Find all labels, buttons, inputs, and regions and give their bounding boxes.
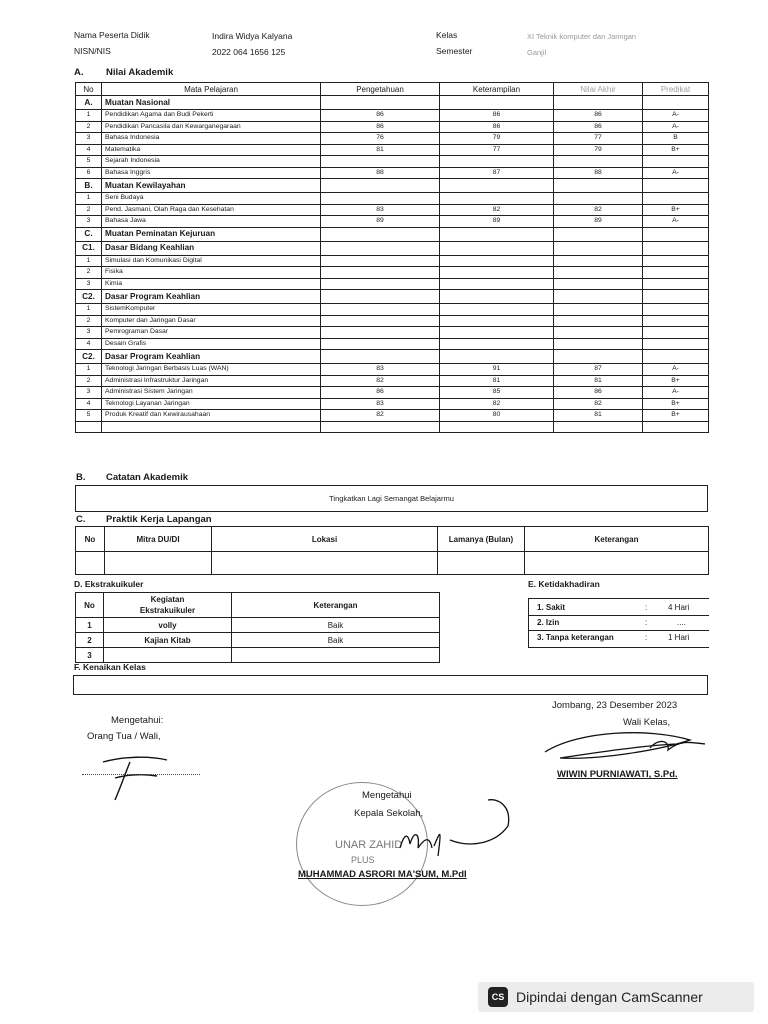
row-subject: Teknologi Layanan Jaringan [102, 398, 321, 410]
row-no: 4 [76, 338, 102, 350]
row-knowledge [321, 227, 440, 241]
extra-col-note: Keterangan [232, 593, 440, 618]
row-no: 2 [76, 315, 102, 327]
extra-no: 2 [76, 633, 104, 648]
grades-row [76, 398, 709, 410]
row-final-score [554, 96, 643, 110]
section-e-title: E. Ketidakhadiran [528, 579, 600, 589]
row-no: 6 [76, 167, 102, 179]
row-skill [440, 327, 554, 339]
row-predicate [643, 304, 709, 316]
row-subject: Kimia [102, 278, 321, 290]
row-skill [440, 241, 554, 255]
row-subject: Administrasi Infrastruktur Jaringan [102, 375, 321, 387]
row-final-score: 79 [554, 144, 643, 156]
col-final-score: Nilai Akhir [554, 83, 643, 96]
grades-row [76, 410, 709, 422]
section-b-title: Catatan Akademik [106, 472, 189, 483]
grades-group-row [76, 96, 709, 110]
parent-label-2: Orang Tua / Wali, [87, 731, 161, 742]
homeroom-signature-icon [540, 720, 710, 770]
col-skill: Keterampilan [440, 83, 554, 96]
row-final-score: 88 [554, 167, 643, 179]
row-subject: Dasar Program Keahlian [102, 290, 321, 304]
internship-header-row [76, 527, 709, 552]
row-no: 1 [76, 193, 102, 205]
academic-note-box [75, 485, 708, 512]
row-final-score [554, 315, 643, 327]
row-no: 2 [76, 121, 102, 133]
row-no: C2. [76, 290, 102, 304]
attendance-value: 1 Hari [668, 633, 690, 642]
row-subject: Administrasi Sistem Jaringan [102, 387, 321, 399]
row-subject: Pemrograman Dasar [102, 327, 321, 339]
row-skill: 91 [440, 364, 554, 376]
internship-col-note: Keterangan [525, 527, 709, 552]
row-predicate [643, 278, 709, 290]
row-no: 1 [76, 364, 102, 376]
row-no: 3 [76, 216, 102, 228]
camscanner-logo-icon: CS [488, 987, 508, 1007]
row-predicate: A- [643, 216, 709, 228]
row-final-score: 77 [554, 133, 643, 145]
grades-row [76, 121, 709, 133]
row-knowledge: 83 [321, 204, 440, 216]
row-final-score: 81 [554, 410, 643, 422]
row-predicate: A- [643, 167, 709, 179]
row-skill [440, 193, 554, 205]
extra-col-activity-line2: Ekstrakuikuler [139, 606, 196, 615]
extracurricular-row [76, 633, 440, 648]
semester-label: Semester [436, 46, 473, 56]
row-skill [440, 278, 554, 290]
extracurricular-table [75, 592, 440, 663]
section-c-letter: C. [76, 514, 86, 525]
internship-cell [525, 552, 709, 575]
row-subject: Sejarah Indonesia [102, 156, 321, 168]
section-a-title: Nilai Akademik [106, 67, 174, 78]
extra-activity: volly [104, 618, 232, 633]
col-predicate: Predikat [643, 83, 709, 96]
row-skill: 87 [440, 167, 554, 179]
row-skill [440, 96, 554, 110]
grades-row [76, 375, 709, 387]
extra-no: 3 [76, 648, 104, 663]
parent-label-1: Mengetahui: [111, 715, 164, 726]
class-label: Kelas [436, 30, 458, 40]
row-predicate: B [643, 133, 709, 145]
row-no: 3 [76, 133, 102, 145]
row-final-score [554, 421, 643, 433]
row-skill [440, 338, 554, 350]
row-subject: Muatan Kewilayahan [102, 179, 321, 193]
row-final-score [554, 338, 643, 350]
name-label: Nama Peserta Didik [74, 30, 150, 40]
row-subject [102, 421, 321, 433]
row-knowledge [321, 327, 440, 339]
row-skill: 89 [440, 216, 554, 228]
row-predicate [643, 156, 709, 168]
grades-row [76, 133, 709, 145]
row-predicate [643, 193, 709, 205]
row-knowledge [321, 290, 440, 304]
col-no: No [76, 83, 102, 96]
grades-header-row [76, 83, 709, 96]
row-predicate: B+ [643, 410, 709, 422]
row-predicate [643, 327, 709, 339]
extra-note: Baik [232, 633, 440, 648]
row-predicate [643, 179, 709, 193]
row-subject: Pendidikan Pancasila dan Kewarganegaraan [102, 121, 321, 133]
row-subject: Teknologi Jaringan Berbasis Luas (WAN) [102, 364, 321, 376]
attendance-value: 4 Hari [668, 603, 690, 612]
row-subject: Pendidikan Agama dan Budi Pekerti [102, 110, 321, 122]
row-subject: Dasar Bidang Keahlian [102, 241, 321, 255]
row-final-score: 89 [554, 216, 643, 228]
row-predicate: A- [643, 387, 709, 399]
grades-row [76, 144, 709, 156]
row-final-score: 86 [554, 110, 643, 122]
grades-row [76, 315, 709, 327]
section-c-title: Praktik Kerja Lapangan [106, 514, 212, 525]
row-predicate [643, 315, 709, 327]
extracurricular-row [76, 618, 440, 633]
section-a-letter: A. [74, 67, 84, 78]
grades-group-row [76, 290, 709, 304]
row-predicate [643, 338, 709, 350]
row-skill [440, 267, 554, 279]
row-predicate: B+ [643, 398, 709, 410]
row-skill [440, 179, 554, 193]
row-final-score [554, 179, 643, 193]
extra-activity: Kajian Kitab [104, 633, 232, 648]
row-knowledge: 82 [321, 375, 440, 387]
grades-row [76, 216, 709, 228]
grades-row [76, 167, 709, 179]
row-no: A. [76, 96, 102, 110]
row-subject: Bahasa Inggris [102, 167, 321, 179]
row-no: 5 [76, 410, 102, 422]
grades-group-row [76, 227, 709, 241]
row-no: 2 [76, 267, 102, 279]
attendance-label: 3. Tanpa keterangan [537, 633, 614, 642]
row-knowledge [321, 267, 440, 279]
row-final-score: 86 [554, 121, 643, 133]
row-knowledge: 83 [321, 398, 440, 410]
row-skill [440, 255, 554, 267]
row-subject: Fisika [102, 267, 321, 279]
section-b-letter: B. [76, 472, 86, 483]
row-skill [440, 350, 554, 364]
row-final-score [554, 241, 643, 255]
internship-col-location: Lokasi [212, 527, 438, 552]
internship-cell [212, 552, 438, 575]
row-knowledge [321, 421, 440, 433]
row-subject: Bahasa Jawa [102, 216, 321, 228]
extra-no: 1 [76, 618, 104, 633]
extracurricular-header-row [76, 593, 440, 618]
section-d-title: D. Ekstrakuikuler [74, 579, 144, 589]
extra-note: Baik [232, 618, 440, 633]
grades-row [76, 304, 709, 316]
grades-row [76, 327, 709, 339]
col-subject: Mata Pelajaran [102, 83, 321, 96]
extra-col-activity [104, 593, 232, 618]
row-predicate: B+ [643, 375, 709, 387]
row-no: C. [76, 227, 102, 241]
stamp-text-2: PLUS [351, 855, 375, 865]
row-skill: 85 [440, 387, 554, 399]
row-final-score [554, 255, 643, 267]
row-predicate: A- [643, 121, 709, 133]
grades-row [76, 110, 709, 122]
row-predicate: B+ [643, 204, 709, 216]
row-final-score: 82 [554, 398, 643, 410]
row-no: B. [76, 179, 102, 193]
internship-col-partner: Mitra DU/DI [105, 527, 212, 552]
extra-col-activity-line1: Kegiatan [150, 595, 185, 604]
principal-name: MUHAMMAD ASRORI MA'SUM, M.PdI [298, 869, 467, 880]
parent-signature-icon [95, 752, 175, 804]
nisn-label: NISN/NIS [74, 46, 111, 56]
row-knowledge: 83 [321, 364, 440, 376]
row-predicate [643, 421, 709, 433]
row-predicate [643, 96, 709, 110]
row-skill: 82 [440, 204, 554, 216]
row-no: 2 [76, 375, 102, 387]
row-skill: 80 [440, 410, 554, 422]
row-final-score: 81 [554, 375, 643, 387]
grades-row [76, 204, 709, 216]
row-knowledge: 88 [321, 167, 440, 179]
row-knowledge [321, 241, 440, 255]
row-final-score [554, 227, 643, 241]
row-final-score [554, 193, 643, 205]
row-skill [440, 315, 554, 327]
row-knowledge [321, 315, 440, 327]
row-no: 1 [76, 255, 102, 267]
homeroom-label: Wali Kelas, [623, 717, 671, 728]
attendance-box [528, 598, 709, 648]
row-knowledge [321, 304, 440, 316]
grades-row [76, 156, 709, 168]
row-skill [440, 421, 554, 433]
row-subject: Matematika [102, 144, 321, 156]
row-subject: Produk Kreatif dan Kewirausahaan [102, 410, 321, 422]
attendance-label: 1. Sakit [537, 603, 566, 612]
place-date: Jombang, 23 Desember 2023 [552, 700, 678, 711]
grades-row [76, 278, 709, 290]
row-no: 1 [76, 110, 102, 122]
internship-col-duration: Lamanya (Bulan) [438, 527, 525, 552]
internship-col-no: No [76, 527, 105, 552]
row-no: 4 [76, 398, 102, 410]
row-no: 2 [76, 204, 102, 216]
scanner-label: Dipindai dengan CamScanner [516, 989, 703, 1005]
stamp-text-1: UNAR ZAHID [335, 839, 403, 851]
grades-group-row [76, 241, 709, 255]
row-skill: 77 [440, 144, 554, 156]
attendance-value: .... [677, 618, 686, 627]
parent-signature-line [82, 774, 200, 775]
row-knowledge: 82 [321, 410, 440, 422]
principal-label-1: Mengetahui [362, 790, 412, 801]
row-skill: 86 [440, 121, 554, 133]
row-no [76, 421, 102, 433]
row-final-score: 86 [554, 387, 643, 399]
row-predicate: A- [643, 364, 709, 376]
attendance-colon: : [645, 633, 648, 642]
principal-label-2: Kepala Sekolah, [354, 808, 424, 819]
row-knowledge: 86 [321, 387, 440, 399]
row-predicate [643, 350, 709, 364]
grades-row [76, 338, 709, 350]
section-f-title: F. Kenaikan Kelas [74, 662, 146, 672]
row-predicate [643, 241, 709, 255]
row-knowledge: 76 [321, 133, 440, 145]
semester-value: Ganjil [527, 48, 547, 57]
row-final-score [554, 304, 643, 316]
grades-row [76, 387, 709, 399]
grades-row [76, 193, 709, 205]
row-subject: Dasar Program Keahlian [102, 350, 321, 364]
row-final-score [554, 267, 643, 279]
grades-row [76, 267, 709, 279]
academic-note: Tingkatkan Lagi Semangat Belajarmu [329, 494, 454, 503]
row-skill: 81 [440, 375, 554, 387]
row-knowledge [321, 96, 440, 110]
col-knowledge: Pengetahuan [321, 83, 440, 96]
row-predicate: A- [643, 110, 709, 122]
extra-note [232, 648, 440, 663]
principal-signature-icon [370, 796, 520, 876]
row-skill [440, 227, 554, 241]
row-final-score [554, 327, 643, 339]
internship-row [76, 552, 709, 575]
row-knowledge [321, 193, 440, 205]
grades-table [75, 82, 709, 433]
row-subject: Seni Budaya [102, 193, 321, 205]
row-skill [440, 156, 554, 168]
row-predicate [643, 255, 709, 267]
name-value: Indira Widya Kalyana [212, 31, 293, 41]
row-knowledge: 89 [321, 216, 440, 228]
row-no: 3 [76, 278, 102, 290]
extracurricular-row [76, 648, 440, 663]
row-skill [440, 304, 554, 316]
row-subject: Pend. Jasmani, Olah Raga dan Kesehatan [102, 204, 321, 216]
grades-row [76, 364, 709, 376]
row-knowledge [321, 338, 440, 350]
row-knowledge: 86 [321, 110, 440, 122]
row-skill: 79 [440, 133, 554, 145]
row-final-score [554, 156, 643, 168]
attendance-colon: : [645, 618, 648, 627]
grades-group-row [76, 350, 709, 364]
row-final-score [554, 290, 643, 304]
row-skill: 86 [440, 110, 554, 122]
row-no: 3 [76, 387, 102, 399]
internship-cell [76, 552, 105, 575]
grades-row [76, 421, 709, 433]
row-predicate [643, 290, 709, 304]
row-predicate [643, 227, 709, 241]
extra-activity [104, 648, 232, 663]
row-subject: Muatan Peminatan Kejuruan [102, 227, 321, 241]
row-knowledge [321, 278, 440, 290]
row-knowledge [321, 350, 440, 364]
grades-group-row [76, 179, 709, 193]
row-knowledge [321, 179, 440, 193]
grades-body [76, 96, 709, 433]
row-knowledge: 86 [321, 121, 440, 133]
row-no: C1. [76, 241, 102, 255]
row-skill: 82 [440, 398, 554, 410]
row-predicate: B+ [643, 144, 709, 156]
internship-table [75, 526, 709, 575]
promotion-box [73, 675, 708, 695]
row-subject: Desain Grafis [102, 338, 321, 350]
row-predicate [643, 267, 709, 279]
nisn-value: 2022 064 1656 125 [212, 47, 286, 57]
row-final-score: 87 [554, 364, 643, 376]
attendance-divider [529, 630, 709, 631]
attendance-label: 2. Izin [537, 618, 560, 627]
homeroom-name: WIWIN PURNIAWATI, S.Pd. [557, 769, 678, 780]
internship-cell [438, 552, 525, 575]
row-skill [440, 290, 554, 304]
row-no: 5 [76, 156, 102, 168]
row-subject: Simulasi dan Komunikasi Digital [102, 255, 321, 267]
row-no: 4 [76, 144, 102, 156]
row-subject: Bahasa Indonesia [102, 133, 321, 145]
row-final-score: 82 [554, 204, 643, 216]
grades-row [76, 255, 709, 267]
extra-col-no: No [76, 593, 104, 618]
attendance-divider [529, 615, 709, 616]
row-knowledge [321, 156, 440, 168]
scanner-watermark [478, 982, 754, 1012]
attendance-colon: : [645, 603, 648, 612]
row-final-score [554, 278, 643, 290]
internship-cell [105, 552, 212, 575]
row-subject: Muatan Nasional [102, 96, 321, 110]
row-no: 1 [76, 304, 102, 316]
row-subject: SistemKomputer [102, 304, 321, 316]
row-subject: Komputer dan Jaringan Dasar [102, 315, 321, 327]
class-value: XI Teknik komputer dan Jaringan [527, 32, 637, 41]
row-final-score [554, 350, 643, 364]
row-knowledge: 81 [321, 144, 440, 156]
row-knowledge [321, 255, 440, 267]
row-no: C2. [76, 350, 102, 364]
row-no: 3 [76, 327, 102, 339]
